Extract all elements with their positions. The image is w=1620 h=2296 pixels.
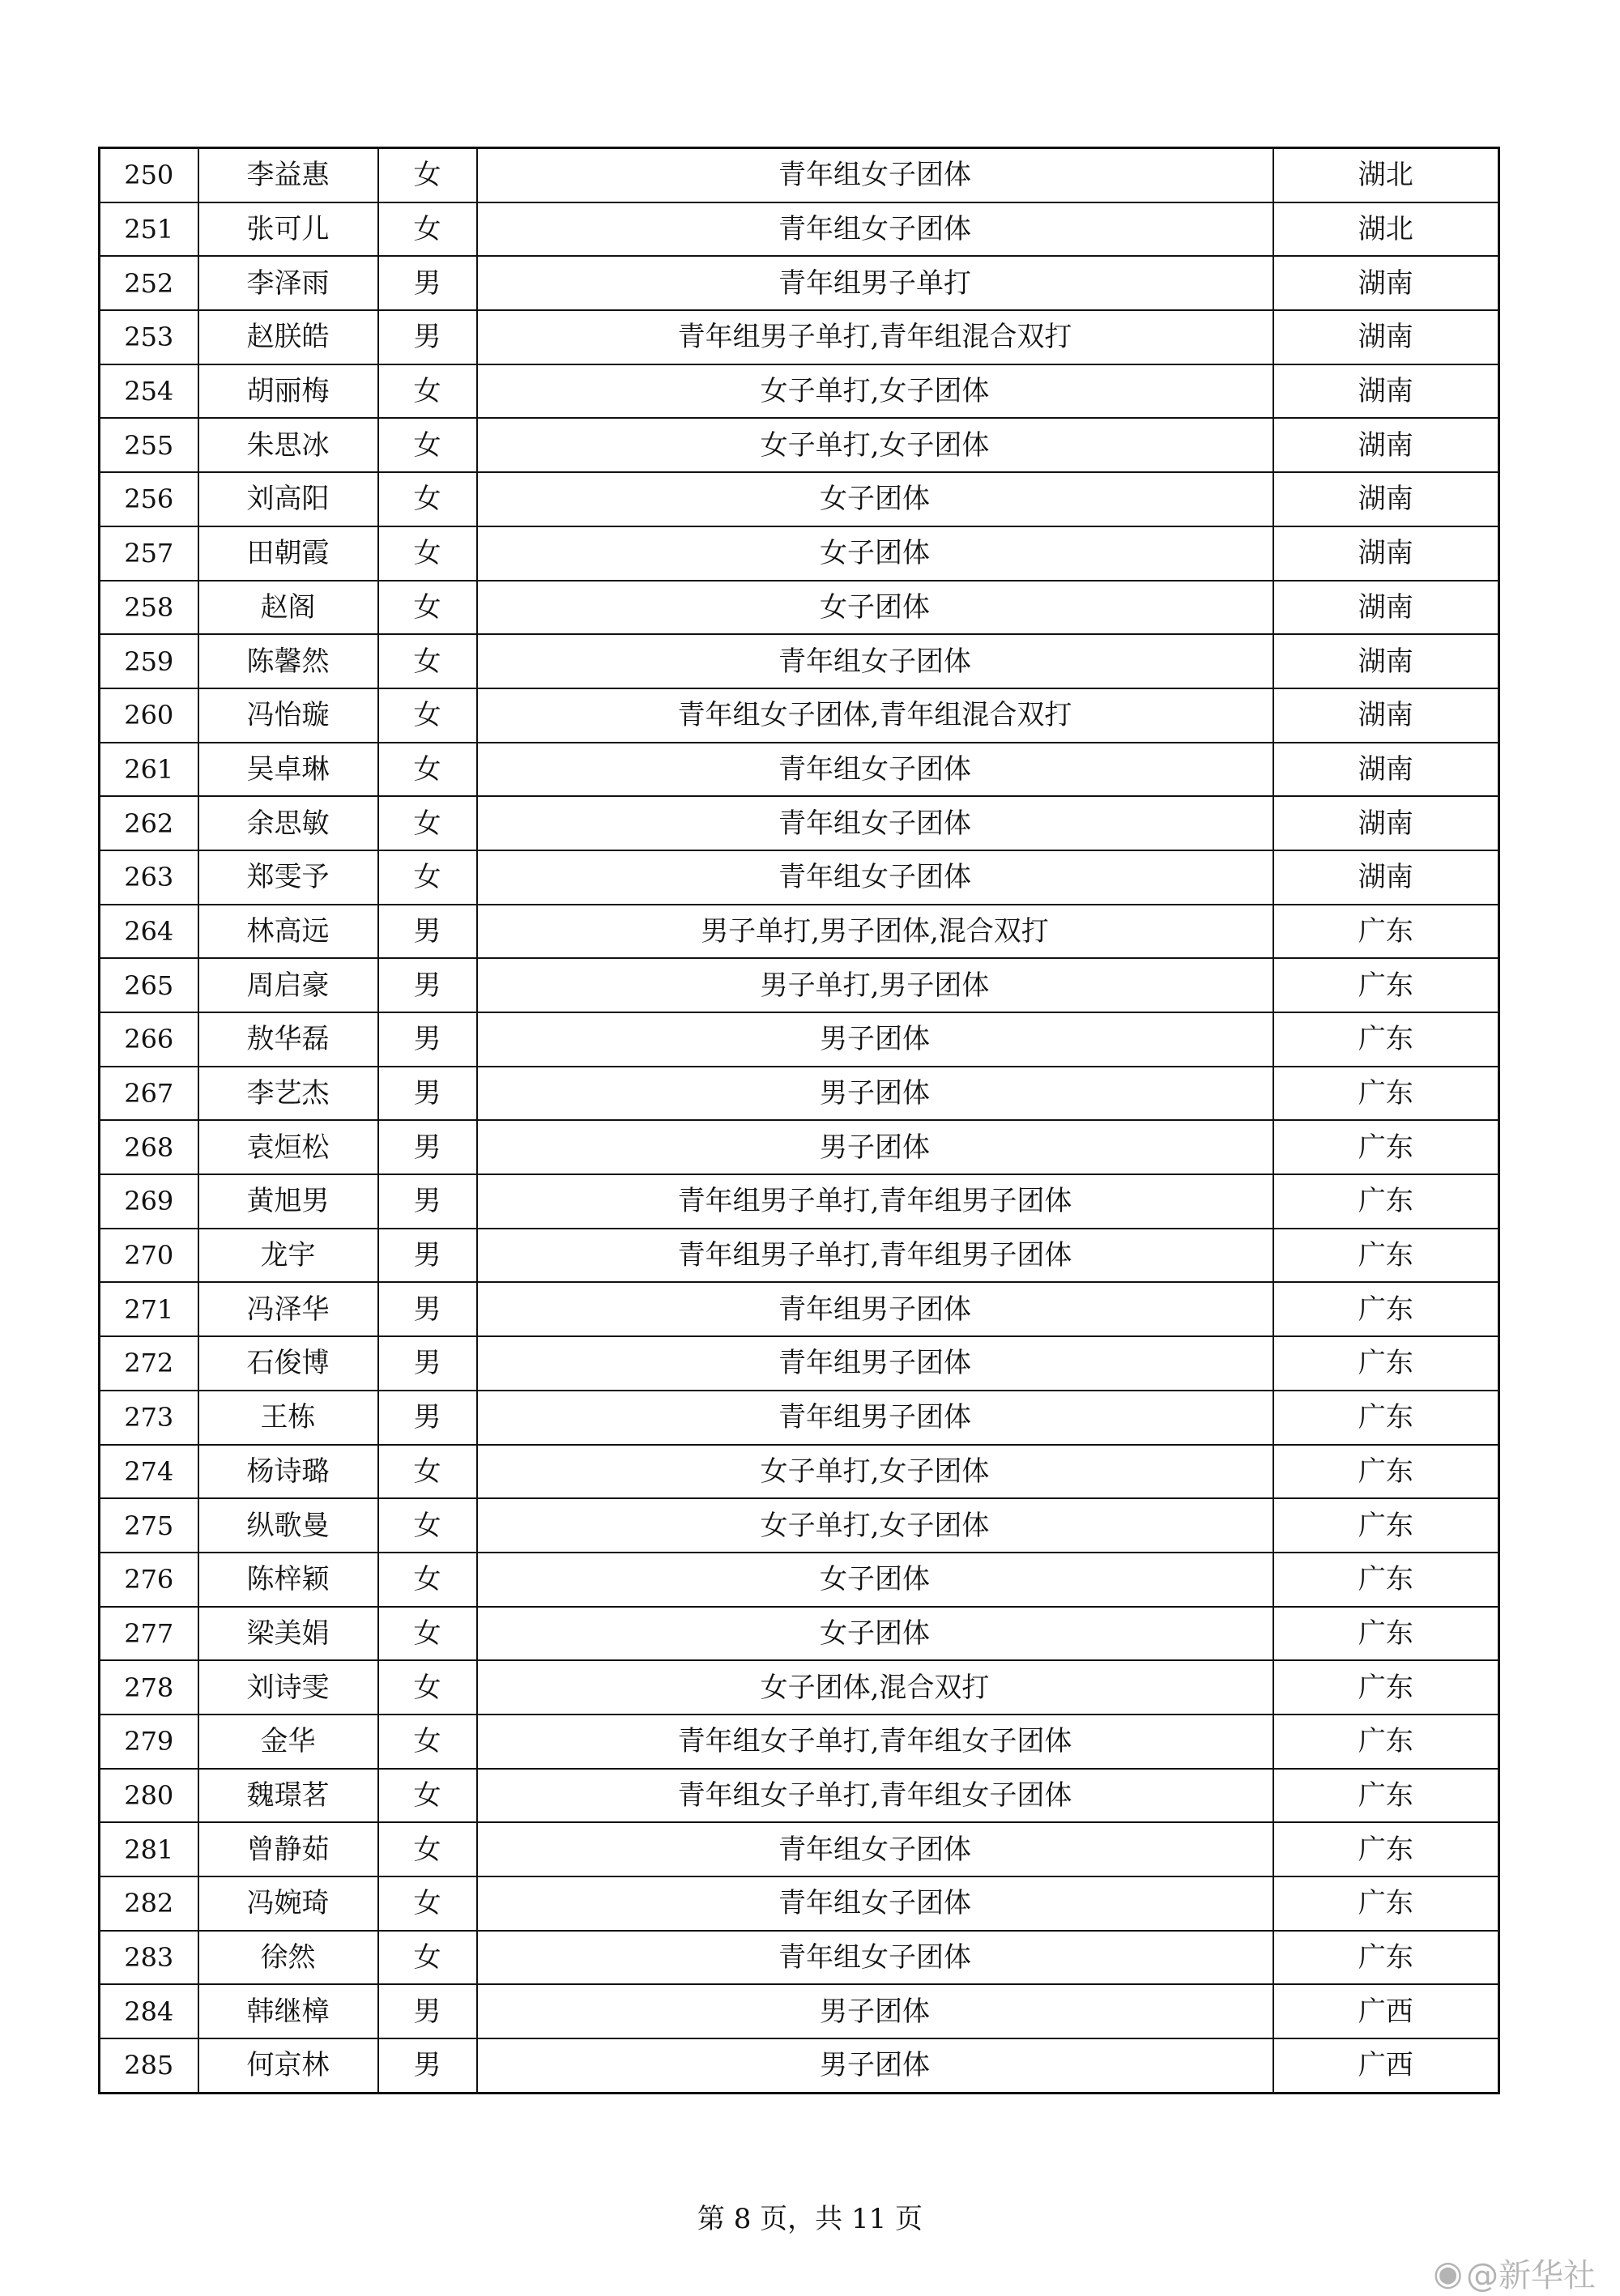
cell-name: 敖华磊	[198, 1012, 378, 1067]
table-row	[100, 1553, 1499, 1607]
cell-gender: 男	[378, 1336, 477, 1391]
watermark	[1433, 2250, 1596, 2296]
cell-name: 陈馨然	[198, 634, 378, 688]
cell-province: 广东	[1273, 1120, 1499, 1174]
cell-province: 广东	[1273, 1336, 1499, 1391]
cell-name: 金华	[198, 1715, 378, 1769]
table-row	[100, 472, 1499, 526]
table-row	[100, 1336, 1499, 1391]
cell-events: 女子单打,女子团体	[477, 364, 1273, 419]
cell-name: 胡丽梅	[198, 364, 378, 419]
cell-gender: 女	[378, 364, 477, 419]
table-row	[100, 418, 1499, 472]
cell-number: 266	[100, 1012, 198, 1067]
cell-gender: 女	[378, 472, 477, 526]
cell-events: 女子单打,女子团体	[477, 418, 1273, 472]
table-row	[100, 1282, 1499, 1336]
cell-number: 272	[100, 1336, 198, 1391]
table-row	[100, 1607, 1499, 1661]
cell-province: 湖北	[1273, 148, 1499, 202]
table-row	[100, 1391, 1499, 1445]
cell-province: 广西	[1273, 1984, 1499, 2038]
cell-province: 湖南	[1273, 850, 1499, 905]
table-row	[100, 850, 1499, 905]
watermark-text: @新华社	[1466, 2257, 1596, 2294]
cell-number: 275	[100, 1498, 198, 1553]
cell-province: 湖南	[1273, 634, 1499, 688]
cell-province: 湖南	[1273, 364, 1499, 419]
cell-province: 广东	[1273, 1931, 1499, 1985]
cell-number: 270	[100, 1229, 198, 1283]
cell-events: 男子单打,男子团体	[477, 958, 1273, 1012]
cell-name: 李艺杰	[198, 1067, 378, 1121]
cell-province: 广东	[1273, 1769, 1499, 1823]
cell-province: 广西	[1273, 2038, 1499, 2093]
cell-events: 青年组女子团体	[477, 148, 1273, 202]
cell-number: 285	[100, 2038, 198, 2093]
cell-events: 青年组女子单打,青年组女子团体	[477, 1769, 1273, 1823]
cell-events: 青年组女子团体	[477, 743, 1273, 797]
cell-gender: 男	[378, 905, 477, 959]
cell-events: 青年组男子团体	[477, 1282, 1273, 1336]
cell-name: 刘高阳	[198, 472, 378, 526]
table-row	[100, 1715, 1499, 1769]
roster-table	[98, 147, 1500, 2094]
cell-events: 男子单打,男子团体,混合双打	[477, 905, 1273, 959]
cell-province: 广东	[1273, 1067, 1499, 1121]
cell-number: 259	[100, 634, 198, 688]
cell-number: 273	[100, 1391, 198, 1445]
cell-province: 湖南	[1273, 472, 1499, 526]
cell-number: 276	[100, 1553, 198, 1607]
cell-events: 女子团体,混合双打	[477, 1660, 1273, 1715]
cell-events: 青年组女子单打,青年组女子团体	[477, 1715, 1273, 1769]
cell-gender: 女	[378, 743, 477, 797]
cell-name: 何京林	[198, 2038, 378, 2093]
cell-province: 广东	[1273, 1498, 1499, 1553]
cell-events: 女子团体	[477, 1607, 1273, 1661]
table-row	[100, 148, 1499, 202]
cell-name: 李泽雨	[198, 256, 378, 310]
table-row	[100, 1931, 1499, 1985]
table-row	[100, 256, 1499, 310]
cell-number: 268	[100, 1120, 198, 1174]
cell-gender: 男	[378, 958, 477, 1012]
cell-number: 257	[100, 526, 198, 581]
cell-name: 冯婉琦	[198, 1876, 378, 1931]
cell-name: 梁美娟	[198, 1607, 378, 1661]
cell-province: 湖南	[1273, 743, 1499, 797]
table-row	[100, 202, 1499, 257]
table-row	[100, 958, 1499, 1012]
table-row	[100, 1876, 1499, 1931]
cell-gender: 男	[378, 1067, 477, 1121]
cell-gender: 女	[378, 1876, 477, 1931]
cell-name: 朱思冰	[198, 418, 378, 472]
cell-number: 258	[100, 581, 198, 635]
table-row	[100, 1984, 1499, 2038]
table-row	[100, 526, 1499, 581]
cell-gender: 男	[378, 1174, 477, 1229]
cell-province: 广东	[1273, 1660, 1499, 1715]
cell-events: 青年组女子团体	[477, 1876, 1273, 1931]
cell-events: 青年组男子单打	[477, 256, 1273, 310]
cell-province: 广东	[1273, 1553, 1499, 1607]
cell-gender: 男	[378, 1012, 477, 1067]
table-row	[100, 1012, 1499, 1067]
cell-name: 田朝霞	[198, 526, 378, 581]
cell-events: 男子团体	[477, 1012, 1273, 1067]
table-row	[100, 688, 1499, 743]
cell-province: 湖南	[1273, 418, 1499, 472]
cell-province: 湖南	[1273, 256, 1499, 310]
cell-events: 男子团体	[477, 1984, 1273, 2038]
cell-province: 湖南	[1273, 526, 1499, 581]
cell-events: 青年组男子团体	[477, 1336, 1273, 1391]
cell-name: 韩继樟	[198, 1984, 378, 2038]
table-row	[100, 310, 1499, 364]
cell-events: 青年组男子单打,青年组男子团体	[477, 1229, 1273, 1283]
cell-name: 李益惠	[198, 148, 378, 202]
cell-events: 青年组女子团体	[477, 634, 1273, 688]
cell-gender: 女	[378, 1498, 477, 1553]
cell-gender: 男	[378, 256, 477, 310]
cell-name: 黄旭男	[198, 1174, 378, 1229]
table-row	[100, 364, 1499, 419]
cell-gender: 女	[378, 1445, 477, 1499]
table-row	[100, 1445, 1499, 1499]
cell-gender: 女	[378, 1715, 477, 1769]
cell-name: 郑雯予	[198, 850, 378, 905]
cell-events: 青年组男子团体	[477, 1391, 1273, 1445]
cell-province: 湖北	[1273, 202, 1499, 257]
cell-name: 冯泽华	[198, 1282, 378, 1336]
cell-name: 曾静茹	[198, 1822, 378, 1876]
cell-events: 女子团体	[477, 472, 1273, 526]
cell-gender: 男	[378, 2038, 477, 2093]
cell-number: 282	[100, 1876, 198, 1931]
cell-number: 261	[100, 743, 198, 797]
cell-gender: 男	[378, 1391, 477, 1445]
cell-events: 男子团体	[477, 1120, 1273, 1174]
cell-events: 青年组女子团体	[477, 796, 1273, 850]
cell-gender: 女	[378, 526, 477, 581]
table-row	[100, 1660, 1499, 1715]
page-number: 第 8 页，共 11 页	[697, 2203, 923, 2235]
cell-events: 女子单打,女子团体	[477, 1445, 1273, 1499]
cell-province: 湖南	[1273, 310, 1499, 364]
cell-number: 277	[100, 1607, 198, 1661]
cell-gender: 男	[378, 1282, 477, 1336]
cell-number: 255	[100, 418, 198, 472]
cell-gender: 男	[378, 310, 477, 364]
cell-province: 广东	[1273, 1174, 1499, 1229]
cell-name: 杨诗璐	[198, 1445, 378, 1499]
cell-name: 林高远	[198, 905, 378, 959]
cell-events: 女子团体	[477, 581, 1273, 635]
table-row	[100, 743, 1499, 797]
cell-number: 279	[100, 1715, 198, 1769]
cell-name: 龙宇	[198, 1229, 378, 1283]
cell-name: 刘诗雯	[198, 1660, 378, 1715]
weibo-icon: ◉	[1433, 2253, 1463, 2293]
cell-province: 广东	[1273, 905, 1499, 959]
roster-body	[100, 148, 1499, 2094]
cell-gender: 女	[378, 688, 477, 743]
cell-events: 青年组女子团体	[477, 202, 1273, 257]
cell-province: 广东	[1273, 1282, 1499, 1336]
table-row	[100, 1120, 1499, 1174]
cell-name: 余思敏	[198, 796, 378, 850]
cell-number: 251	[100, 202, 198, 257]
table-row	[100, 634, 1499, 688]
cell-name: 王栋	[198, 1391, 378, 1445]
cell-province: 广东	[1273, 1607, 1499, 1661]
cell-province: 广东	[1273, 958, 1499, 1012]
cell-number: 283	[100, 1931, 198, 1985]
cell-province: 湖南	[1273, 796, 1499, 850]
cell-number: 280	[100, 1769, 198, 1823]
cell-number: 269	[100, 1174, 198, 1229]
table-row	[100, 1067, 1499, 1121]
cell-number: 284	[100, 1984, 198, 2038]
cell-name: 徐然	[198, 1931, 378, 1985]
cell-name: 赵阁	[198, 581, 378, 635]
cell-gender: 男	[378, 1984, 477, 2038]
cell-gender: 女	[378, 1553, 477, 1607]
cell-province: 广东	[1273, 1012, 1499, 1067]
cell-events: 青年组女子团体	[477, 850, 1273, 905]
cell-gender: 女	[378, 796, 477, 850]
table-row	[100, 1822, 1499, 1876]
cell-province: 广东	[1273, 1445, 1499, 1499]
cell-name: 纵歌曼	[198, 1498, 378, 1553]
cell-events: 男子团体	[477, 1067, 1273, 1121]
cell-events: 青年组男子单打,青年组混合双打	[477, 310, 1273, 364]
cell-name: 赵朕皓	[198, 310, 378, 364]
cell-province: 广东	[1273, 1822, 1499, 1876]
cell-gender: 女	[378, 148, 477, 202]
cell-name: 冯怡璇	[198, 688, 378, 743]
cell-gender: 女	[378, 202, 477, 257]
cell-events: 女子团体	[477, 526, 1273, 581]
table-row	[100, 1229, 1499, 1283]
cell-gender: 女	[378, 1822, 477, 1876]
table-row	[100, 1174, 1499, 1229]
cell-province: 广东	[1273, 1391, 1499, 1445]
cell-events: 青年组女子团体	[477, 1931, 1273, 1985]
cell-province: 广东	[1273, 1229, 1499, 1283]
cell-number: 263	[100, 850, 198, 905]
cell-name: 袁烜松	[198, 1120, 378, 1174]
table-row	[100, 796, 1499, 850]
table-row	[100, 2038, 1499, 2093]
cell-number: 252	[100, 256, 198, 310]
cell-gender: 女	[378, 418, 477, 472]
cell-name: 吴卓琳	[198, 743, 378, 797]
cell-province: 广东	[1273, 1876, 1499, 1931]
cell-number: 265	[100, 958, 198, 1012]
cell-events: 男子团体	[477, 2038, 1273, 2093]
cell-number: 281	[100, 1822, 198, 1876]
cell-number: 260	[100, 688, 198, 743]
cell-number: 264	[100, 905, 198, 959]
cell-events: 青年组女子团体	[477, 1822, 1273, 1876]
table-row	[100, 581, 1499, 635]
cell-number: 271	[100, 1282, 198, 1336]
cell-province: 广东	[1273, 1715, 1499, 1769]
cell-number: 267	[100, 1067, 198, 1121]
cell-gender: 女	[378, 850, 477, 905]
table-row	[100, 1498, 1499, 1553]
table-row	[100, 905, 1499, 959]
cell-number: 262	[100, 796, 198, 850]
cell-province: 湖南	[1273, 581, 1499, 635]
cell-number: 253	[100, 310, 198, 364]
cell-name: 张可儿	[198, 202, 378, 257]
cell-name: 魏璟茗	[198, 1769, 378, 1823]
cell-number: 250	[100, 148, 198, 202]
cell-name: 陈梓颖	[198, 1553, 378, 1607]
cell-gender: 女	[378, 634, 477, 688]
table-row	[100, 1769, 1499, 1823]
cell-gender: 男	[378, 1229, 477, 1283]
cell-province: 湖南	[1273, 688, 1499, 743]
cell-number: 278	[100, 1660, 198, 1715]
cell-events: 青年组女子团体,青年组混合双打	[477, 688, 1273, 743]
cell-gender: 男	[378, 1120, 477, 1174]
cell-gender: 女	[378, 1607, 477, 1661]
cell-name: 石俊博	[198, 1336, 378, 1391]
cell-gender: 女	[378, 1931, 477, 1985]
cell-gender: 女	[378, 1660, 477, 1715]
cell-number: 274	[100, 1445, 198, 1499]
cell-gender: 女	[378, 1769, 477, 1823]
cell-number: 256	[100, 472, 198, 526]
cell-number: 254	[100, 364, 198, 419]
cell-gender: 女	[378, 581, 477, 635]
cell-events: 女子单打,女子团体	[477, 1498, 1273, 1553]
cell-name: 周启豪	[198, 958, 378, 1012]
cell-events: 女子团体	[477, 1553, 1273, 1607]
cell-events: 青年组男子单打,青年组男子团体	[477, 1174, 1273, 1229]
